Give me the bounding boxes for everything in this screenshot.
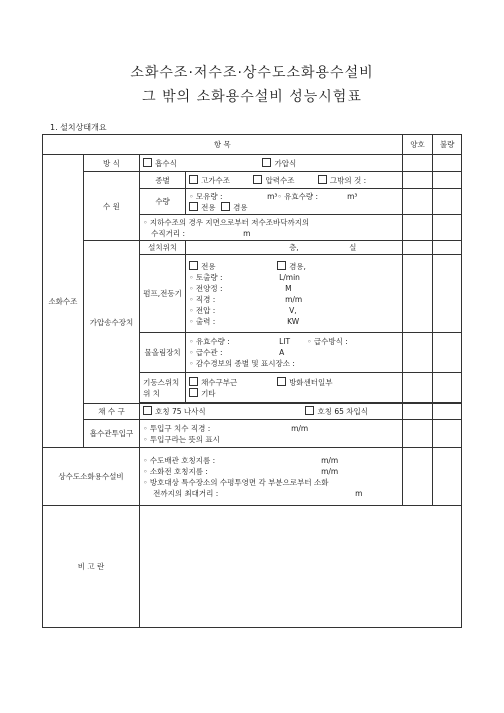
good-cell[interactable] <box>402 255 433 333</box>
checkbox[interactable] <box>262 158 271 167</box>
checkbox[interactable] <box>189 175 198 184</box>
bad-cell[interactable] <box>433 373 462 403</box>
good-cell[interactable] <box>402 373 433 403</box>
checkbox[interactable] <box>189 388 198 397</box>
suction-fields: ◦ 투입구 치수 직경 : m/m ◦ 투입구라는 뜻의 표시 <box>140 420 403 448</box>
bad-cell[interactable] <box>433 172 462 189</box>
priming-label: 물올림장치 <box>140 333 186 373</box>
intake-label: 채 수 구 <box>83 404 139 420</box>
checkbox[interactable] <box>189 202 198 211</box>
start-switch-label: 기동스위치 위 치 <box>140 373 186 403</box>
bad-cell[interactable] <box>433 404 462 420</box>
checkbox[interactable] <box>253 175 262 184</box>
header-bad: 불량 <box>433 135 462 155</box>
checkbox[interactable] <box>277 377 286 386</box>
priming-fields: ◦ 유효수량 : LIT ◦ 급수방식 : ◦ 급수관 : A ◦ 감수경보의 종별 및 표시장소 : <box>186 333 403 373</box>
good-cell[interactable] <box>402 420 433 448</box>
type-label: 종별 <box>140 172 186 189</box>
good-cell[interactable] <box>402 172 433 189</box>
checkbox[interactable] <box>143 158 152 167</box>
side-label-tank: 소화수조 <box>43 155 84 448</box>
checkbox[interactable] <box>189 261 198 270</box>
remarks-label: 비 고 란 <box>43 506 140 628</box>
type-options: 고가수조 압력수조 그밖의 것 : <box>186 172 403 189</box>
location-fields: 층, 실 <box>186 241 403 255</box>
bad-cell[interactable] <box>433 189 462 215</box>
pump-label: 펌프,전동기 <box>140 255 186 333</box>
bad-cell[interactable] <box>433 255 462 333</box>
page-subtitle: 그 밖의 소화용수설비 성능시험표 <box>142 89 362 105</box>
checkbox[interactable] <box>318 175 327 184</box>
intake-options: 호칭 75 나사식 호칭 65 차입식 <box>140 404 403 420</box>
checkbox[interactable] <box>189 377 198 386</box>
section-heading: 1. 설치상태개요 <box>50 123 107 132</box>
pressurized-label: 가압송수장치 <box>83 241 139 404</box>
page-title: 소화수조·저수조·상수도소화용수설비 <box>130 65 374 81</box>
checkbox[interactable] <box>143 406 152 415</box>
bad-cell[interactable] <box>433 155 462 172</box>
municipal-label: 상수도소화용수설비 <box>43 448 140 506</box>
bad-cell[interactable] <box>433 333 462 373</box>
good-cell[interactable] <box>402 333 433 373</box>
pump-fields: 전용 겸용, ◦ 토출량 : L/min ◦ 전양정 : M ◦ 직경 : m/m ◦ 전압 : V, ◦ 출력 : KW <box>186 255 403 333</box>
header-good: 양호 <box>402 135 433 155</box>
volume-label: 수량 <box>140 189 186 215</box>
good-cell[interactable] <box>402 241 433 255</box>
method-label: 방 식 <box>83 155 139 172</box>
header-item: 항 목 <box>43 135 403 155</box>
good-cell[interactable] <box>402 404 433 420</box>
good-cell[interactable] <box>402 189 433 215</box>
depth-note: ◦ 지하수조의 경우 지면으로부터 저수조바닥까지의 수직거리 : m <box>140 215 403 241</box>
inspection-table <box>42 134 462 628</box>
suction-label: 흡수관투입구 <box>83 420 139 448</box>
remarks-field[interactable] <box>140 506 462 628</box>
bad-cell[interactable] <box>433 215 462 241</box>
good-cell[interactable] <box>402 448 433 506</box>
water-source-label: 수 원 <box>83 172 139 241</box>
checkbox[interactable] <box>277 261 286 270</box>
good-cell[interactable] <box>402 155 433 172</box>
municipal-fields: ◦ 수도배관 호칭지름 : m/m ◦ 소화전 호칭지름 : m/m ◦ 방호대상 특수장소의 수평투영면 각 부분으로부터 소화 전까지의 최대거리 : m <box>140 448 403 506</box>
location-label: 설치위치 <box>140 241 186 255</box>
checkbox[interactable] <box>305 406 314 415</box>
volume-fields: ◦ 모유량 : m³◦ 유효수량 : m³ 전용 겸용 <box>186 189 403 215</box>
bad-cell[interactable] <box>433 241 462 255</box>
bad-cell[interactable] <box>433 420 462 448</box>
checkbox[interactable] <box>221 202 230 211</box>
bad-cell[interactable] <box>433 448 462 506</box>
good-cell[interactable] <box>402 215 433 241</box>
method-options: 흡수식 가압식 <box>140 155 403 172</box>
start-switch-options: 채수구부근 방화센터일부 기타 <box>186 373 403 403</box>
